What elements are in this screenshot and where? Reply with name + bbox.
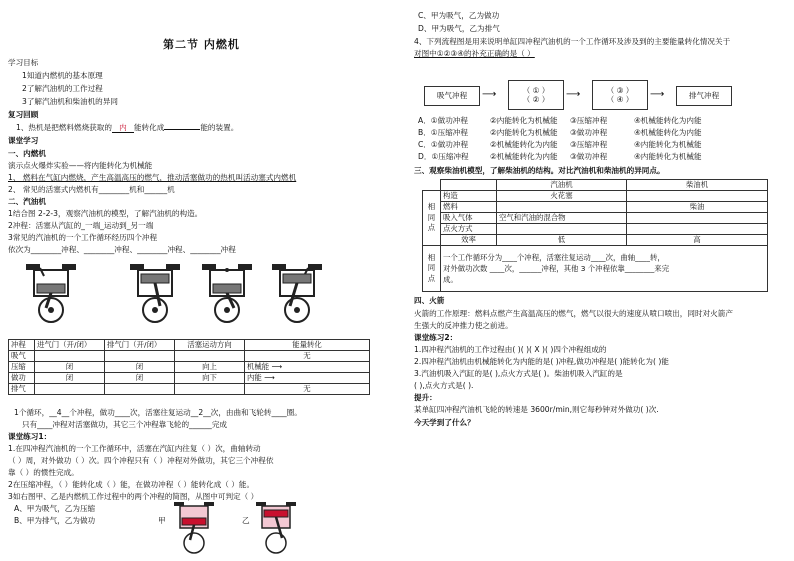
flow-box-1 <box>508 80 564 110</box>
table-cell <box>627 191 768 202</box>
exercise1-heading: 课堂练习1： <box>8 432 52 441</box>
review-text-c: 能的装置。 <box>200 123 239 132</box>
exercise2-q2: 2.四冲程汽油机由机械能转化为内能的是( )冲程,做功冲程是( )能转化为( )能 <box>414 357 669 366</box>
table-header: 活塞运动方向 <box>175 340 245 351</box>
section1-item1: 1、 燃料在气缸内燃烧，产生高温高压的燃气，推动活塞做功的热机叫活动塞式内燃机 <box>8 173 297 182</box>
table-cell: 空气和汽油的混合物 <box>497 213 627 224</box>
table-row <box>423 191 768 202</box>
table-row <box>9 362 370 373</box>
q4-option-a: A．①做功冲程 ②内能转化为机械能 ③压缩冲程 ④机械能转化为内能 <box>418 116 702 125</box>
arrow-right-icon: ⟶ <box>271 362 283 372</box>
same-label: 相 同 点 <box>423 246 441 292</box>
energy-label: 内能 <box>247 373 262 383</box>
table-cell <box>35 351 105 362</box>
exercise2-heading: 课堂练习2： <box>414 333 458 342</box>
figure-label-a: 甲 <box>158 516 166 525</box>
table-cell: 做功 <box>9 373 35 384</box>
flow-box-1-line: （ ② ） <box>522 95 550 104</box>
summary-question: 今天学到了什么？ <box>414 418 475 427</box>
table-cell: 吸气 <box>9 351 35 362</box>
table-header-row <box>9 340 370 351</box>
arrow-right-icon: ⟶ <box>650 89 665 100</box>
table-row <box>423 213 768 224</box>
review-fill: 内 <box>112 123 134 133</box>
goal-item: 3了解汽油机和柴油机的异同 <box>22 97 118 106</box>
flow-start-box: 吸气冲程 <box>424 86 480 106</box>
cycle-line2: 只有____冲程对活塞做功，其它三个冲程靠飞轮的______完成 <box>22 420 228 429</box>
table-row <box>9 351 370 362</box>
figure-label-b: 乙 <box>242 516 250 525</box>
table-cell: 压缩 <box>9 362 35 373</box>
table-header-row <box>423 180 768 191</box>
table-row <box>423 202 768 213</box>
flow-box-2-line: （ ③ ） <box>606 85 634 95</box>
flow-end-box: 排气冲程 <box>676 86 732 106</box>
engine-figure-b <box>252 500 300 556</box>
table-cell: 燃料 <box>441 202 497 213</box>
comparison-table <box>422 179 768 292</box>
table-cell <box>627 224 768 235</box>
exercise1-q1c: 靠（ ）的惯性完成。 <box>8 468 79 477</box>
section1-item2: 2、 常见的活塞式内燃机有________机和______机 <box>8 185 175 194</box>
arrow-right-icon: ⟶ <box>264 373 275 383</box>
same-text: 一个工作循环分为____个冲程，活塞往复运动____次，曲轴____转， <box>443 252 665 262</box>
engine-diagram-compression <box>126 262 184 324</box>
arrow-right-icon: ⟶ <box>566 89 581 100</box>
table-cell: 无 <box>245 351 370 362</box>
q4-option-c: C．①做功冲程 ②机械能转化为内能 ③压缩冲程 ④内能转化为机械能 <box>418 140 702 149</box>
exercise1-q1: 1.在四冲程汽油机的一个工作循环中，活塞在汽缸内往复（ ）次，曲轴转动 <box>8 444 261 453</box>
table-header: 进气门（开/闭） <box>35 340 105 351</box>
table-row <box>9 384 370 395</box>
section2-order: 依次为________冲程、________冲程、________冲程、________冲程 <box>8 245 236 254</box>
engine-diagram-power <box>198 262 256 324</box>
table-cell: 低 <box>497 235 627 246</box>
section4-text1: 火箭的工作原理：燃料点燃产生高温高压的燃气，燃气以很大的速度从喷口喷出，同时对火箭产 <box>414 309 733 318</box>
class-heading: 课堂学习 <box>8 136 39 145</box>
goal-item: 1知道内燃机的基本原理 <box>22 71 103 80</box>
q4-option-d: D．①压缩冲程 ②机械能转化为内能 ③做功冲程 ④内能转化为机械能 <box>418 152 702 161</box>
same-text: 成。 <box>443 275 458 285</box>
exercise1-q3: 3如右图甲、乙是内燃机工作过程中的两个冲程的简图，从图中可判定（ ） <box>8 492 259 501</box>
section2-item3: 3常见的汽油机的一个工作循环经历四个冲程 <box>8 233 158 242</box>
engine-diagram-exhaust <box>268 262 326 324</box>
section2-heading: 二、汽油机 <box>8 197 46 206</box>
table-header: 能量转化 <box>245 340 370 351</box>
review-text-a: 1、热机是把燃料燃烧获取的 <box>16 123 112 132</box>
cycle-line1: 1个循环，__4__个冲程，做功____次，活塞往复运动__2__次，由曲和飞轮转____圈。 <box>14 408 302 417</box>
arrow-right-icon: ⟶ <box>482 89 497 100</box>
table-cell: 闭 <box>35 362 105 373</box>
table-header: 冲程 <box>9 340 35 351</box>
section3-heading: 三、观察柴油机模型，了解柴油机的结构。对比汽油机和柴油机的异同点。 <box>414 166 665 175</box>
table-cell: 火花塞 <box>497 191 627 202</box>
table-cell <box>245 373 370 384</box>
exercise1-q1b: （ ）周，对外做功（ ）次。四个冲程只有（ ）冲程对外做功，其它三个冲程依 <box>8 456 274 465</box>
table-row <box>423 246 768 292</box>
table-header: 汽油机 <box>497 180 627 191</box>
table-row <box>423 224 768 235</box>
table-cell <box>105 351 175 362</box>
exercise2-q1: 1.四冲程汽油机的工作过程由( )( )( X )( )四个冲程组成的 <box>414 345 607 354</box>
boost-text: 某单缸四冲程汽油机飞轮的转速是 3600r/min,则它每秒钟对外做功( )次. <box>414 405 659 414</box>
same-text: 对外做功次数 ____次，______冲程，其他 3 个冲程依靠________来完 <box>443 263 670 273</box>
exercise1-q2: 2在压缩冲程，（ ）能转化成（ ）能，在做功冲程（ ）能转化成（ ）能。 <box>8 480 255 489</box>
section4-heading: 四、火箭 <box>414 296 445 305</box>
table-cell: 闭 <box>35 373 105 384</box>
engine-diagram-intake <box>22 262 80 324</box>
table-cell: 无 <box>245 384 370 395</box>
table-header: 柴油机 <box>627 180 768 191</box>
flow-box-1-line: （ ① ） <box>522 85 550 95</box>
table-cell <box>245 362 370 373</box>
section2-item2: 2冲程：活塞从汽缸的_一端_运动到_另一端 <box>8 221 154 230</box>
table-cell <box>497 202 627 213</box>
option-c: C、甲为吸气，乙为做功 <box>418 11 500 20</box>
section4-text2: 生强大的反冲推力使之前进。 <box>414 321 513 330</box>
energy-label: 机械能 <box>247 362 270 372</box>
diff-label: 相 同 点 <box>423 191 441 246</box>
exercise1-q3-option-b: B、甲为排气，乙为做功 <box>14 516 96 525</box>
table-cell: 吸入气体 <box>441 213 497 224</box>
review-heading: 复习回顾 <box>8 110 39 119</box>
flow-box-2-line: （ ④ ） <box>606 95 634 104</box>
section1-heading: 一、内燃机 <box>8 149 46 158</box>
table-cell: 排气 <box>9 384 35 395</box>
option-d: D、甲为吸气，乙为排气 <box>418 24 500 33</box>
table-row <box>423 235 768 246</box>
flow-box-2 <box>592 80 648 110</box>
review-text-b: 能转化成 <box>133 123 165 132</box>
goals-heading: 学习目标 <box>8 58 39 67</box>
goal-item: 2了解汽油机的工作过程 <box>22 84 103 93</box>
boost-heading: 提升： <box>414 393 437 402</box>
table-header: 排气门（开/闭） <box>105 340 175 351</box>
table-cell: 闭 <box>105 373 175 384</box>
table-cell: 效率 <box>441 235 497 246</box>
table-cell <box>105 384 175 395</box>
table-row <box>9 373 370 384</box>
table-cell <box>175 351 245 362</box>
engine-figure-a <box>170 500 218 556</box>
section2-item1: 1结合图 2-2-3，观察汽油机的模型，了解汽油机的构造。 <box>8 209 203 218</box>
table-cell: 闭 <box>105 362 175 373</box>
section1-demo: 演示点火爆炸实验——将内能转化为机械能 <box>8 161 153 170</box>
table-cell: 向上 <box>175 362 245 373</box>
strokes-table <box>8 339 370 395</box>
table-cell: 向下 <box>175 373 245 384</box>
table-cell: 点火方式 <box>441 224 497 235</box>
table-cell <box>497 224 627 235</box>
exercise2-q3: 3.汽油机吸入汽缸的是( ),点火方式是( )。柴油机吸入汽缸的是 <box>414 369 623 378</box>
exercise1-q3-option-a: A、甲为吸气，乙为压缩 <box>14 504 96 513</box>
review-question <box>16 123 238 133</box>
table-cell <box>35 384 105 395</box>
exercise2-q3b: ( ),点火方式是( ). <box>414 381 474 390</box>
table-cell: 高 <box>627 235 768 246</box>
table-cell <box>175 384 245 395</box>
same-cell <box>441 246 768 292</box>
table-cell <box>627 213 768 224</box>
question4-line2: 对图中①②③④的补充正确的是（ ） <box>414 49 535 58</box>
q4-option-b: B．①压缩冲程 ②内能转化为机械能 ③做功冲程 ④机械能转化为内能 <box>418 128 702 137</box>
table-cell: 构造 <box>441 191 497 202</box>
table-cell: 柴油 <box>627 202 768 213</box>
page-title: 第二节 内燃机 <box>163 38 240 51</box>
question4-line1: 4、下列流程图是用来说明单缸四冲程汽油机的一个工作循环及涉及到的主要能量转化情况关于 <box>414 37 731 46</box>
